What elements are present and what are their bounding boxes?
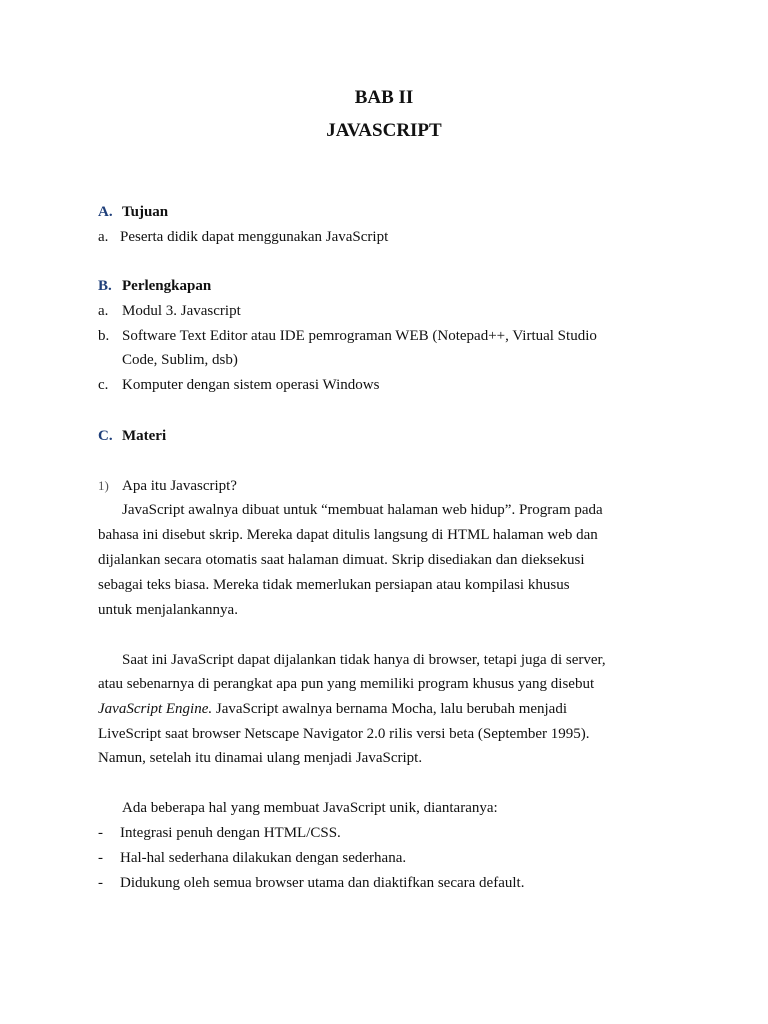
subsection-heading: Apa itu Javascript? [122,478,237,494]
paragraph-line: JavaScript awalnya dibuat untuk “membuat halaman web hidup”. Program pada [122,502,603,518]
paragraph-line [98,699,567,719]
chapter-subtitle: JAVASCRIPT [326,120,442,141]
paragraph-line-rest: JavaScript awalnya bernama Mocha, lalu berubah menjadi [212,701,568,717]
bullet-text: Didukung oleh semua browser utama dan diaktifkan secara default. [120,875,525,891]
paragraph-line: LiveScript saat browser Netscape Navigator 2.0 rilis versi beta (September 1995). [98,726,590,742]
paragraph-line: Namun, setelah itu dinamai ulang menjadi JavaScript. [98,750,423,766]
paragraph-line: Ada beberapa hal yang membuat JavaScript unik, diantaranya: [122,800,498,816]
section-a-item-marker: a. [98,229,109,245]
chapter-title: BAB II [354,87,414,108]
subsection-number: 1) [98,478,109,493]
section-a-heading: Tujuan [122,204,169,220]
section-b-item-text-continued: Code, Sublim, dsb) [122,352,238,368]
section-b-item-text: Komputer dengan sistem operasi Windows [122,377,380,393]
bullet-marker: - [98,875,103,891]
section-b-item-text: Software Text Editor atau IDE pemrograman WEB (Notepad++, Virtual Studio [122,328,597,344]
paragraph-line: bahasa ini disebut skrip. Mereka dapat ditulis langsung di HTML halaman web dan [98,527,598,543]
javascript-engine-term: JavaScript Engine. [98,701,213,717]
section-a-item-text: Peserta didik dapat menggunakan JavaScript [120,229,389,245]
bullet-marker: - [98,850,103,866]
bullet-text: Hal-hal sederhana dilakukan dengan sederhana. [120,850,407,866]
section-b-item-text: Modul 3. Javascript [122,303,241,319]
section-a-marker: A. [98,204,113,220]
section-c-heading: Materi [122,428,167,444]
section-b-marker: B. [98,278,112,294]
paragraph-line: sebagai teks biasa. Mereka tidak memerlukan persiapan atau kompilasi khusus [98,577,570,593]
section-c-marker: C. [98,428,113,444]
bullet-marker: - [98,825,103,841]
paragraph-line: dijalankan secara otomatis saat halaman dimuat. Skrip disediakan dan dieksekusi [98,552,585,568]
paragraph-line: atau sebenarnya di perangkat apa pun yang memiliki program khusus yang disebut [98,676,595,692]
paragraph-line: Saat ini JavaScript dapat dijalankan tidak hanya di browser, tetapi juga di server, [122,652,606,668]
paragraph-line: untuk menjalankannya. [98,602,238,618]
bullet-text: Integrasi penuh dengan HTML/CSS. [120,825,341,841]
section-b-heading: Perlengkapan [122,278,212,294]
section-b-item-marker: a. [98,303,109,319]
section-b-item-marker: b. [98,328,110,344]
section-b-item-marker: c. [98,377,109,393]
